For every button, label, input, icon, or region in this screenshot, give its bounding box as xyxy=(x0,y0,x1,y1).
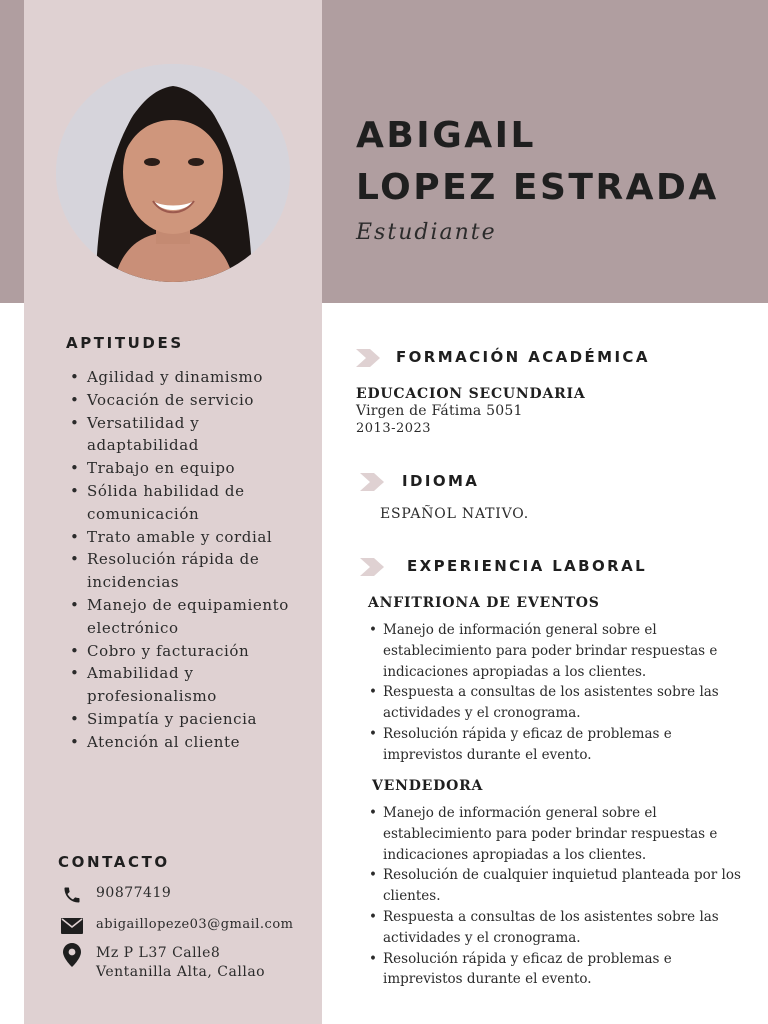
contact-heading: CONTACTO xyxy=(58,853,170,871)
education-school: Virgen de Fátima 5051 xyxy=(356,403,523,419)
experience-heading: EXPERIENCIA LABORAL xyxy=(407,557,648,575)
aptitude-item: • Agilidad y dinamismo xyxy=(66,366,306,389)
aptitude-item: • Versatilidad y adaptabilidad xyxy=(66,412,306,458)
aptitude-item: • Manejo de equipamiento electrónico xyxy=(66,594,306,640)
education-years: 2013-2023 xyxy=(356,421,432,436)
name-second-line: LOPEZ ESTRADA xyxy=(356,167,719,208)
aptitude-item: • Trato amable y cordial xyxy=(66,526,306,549)
profile-portrait-image xyxy=(56,64,290,282)
contact-email[interactable]: abigaillopeze03@gmail.com xyxy=(96,917,294,932)
language-value: ESPAÑOL NATIVO. xyxy=(380,506,529,522)
job-duty-item: • Manejo de información general sobre el establecimiento para poder brindar respuestas e indicaciones apropiadas a los clientes. xyxy=(368,620,748,682)
contact-email-row xyxy=(60,915,293,937)
contact-phone[interactable]: 90877419 xyxy=(96,885,172,901)
job-duty-item: • Resolución de cualquier inquietud planteada por los clientes. xyxy=(368,865,748,907)
chevron-right-icon xyxy=(356,349,382,367)
aptitude-item: • Vocación de servicio xyxy=(66,389,306,412)
aptitude-item: • Cobro y facturación xyxy=(66,640,306,663)
education-degree: EDUCACION SECUNDARIA xyxy=(356,386,586,402)
aptitude-item: • Trabajo en equipo xyxy=(66,457,306,480)
job-title: VENDEDORA xyxy=(372,778,484,794)
contact-address-row xyxy=(60,944,265,982)
education-heading: FORMACIÓN ACADÉMICA xyxy=(396,348,650,366)
aptitudes-list xyxy=(66,366,306,754)
profile-photo xyxy=(56,64,290,282)
chevron-right-icon xyxy=(360,473,386,491)
job-duty-item: • Manejo de información general sobre el establecimiento para poder brindar respuestas e indicaciones apropiadas a los clientes. xyxy=(368,803,748,865)
aptitudes-heading: APTITUDES xyxy=(66,334,184,352)
address-line-2: Ventanilla Alta, Callao xyxy=(96,964,266,980)
aptitude-item: • Resolución rápida de incidencias xyxy=(66,548,306,594)
full-name xyxy=(356,110,719,214)
contact-address xyxy=(96,944,265,982)
aptitude-item: • Sólida habilidad de comunicación xyxy=(66,480,306,526)
contact-phone-row xyxy=(60,884,171,906)
job-duty-item: • Respuesta a consultas de los asistentes sobre las actividades y el cronograma. xyxy=(368,907,748,949)
job-duty-item: • Resolución rápida y eficaz de problemas e imprevistos durante el evento. xyxy=(368,724,748,766)
job-duty-item: • Respuesta a consultas de los asistentes sobre las actividades y el cronograma. xyxy=(368,682,748,724)
location-pin-icon xyxy=(60,944,84,966)
address-line-1: Mz P L37 Calle8 xyxy=(96,945,221,961)
mail-icon xyxy=(60,915,84,937)
aptitude-item: • Amabilidad y profesionalismo xyxy=(66,662,306,708)
aptitude-item: • Simpatía y paciencia xyxy=(66,708,306,731)
chevron-right-icon xyxy=(360,558,386,576)
aptitude-item: • Atención al cliente xyxy=(66,731,306,754)
job-duty-item: • Resolución rápida y eficaz de problemas e imprevistos durante el evento. xyxy=(368,949,748,991)
job-duties-list xyxy=(368,620,748,766)
phone-icon xyxy=(60,884,84,906)
role-title: Estudiante xyxy=(356,220,497,245)
language-heading: IDIOMA xyxy=(402,472,480,490)
job-duties-list xyxy=(368,803,748,990)
name-first-line: ABIGAIL xyxy=(356,115,536,156)
job-title: ANFITRIONA DE EVENTOS xyxy=(368,595,600,611)
